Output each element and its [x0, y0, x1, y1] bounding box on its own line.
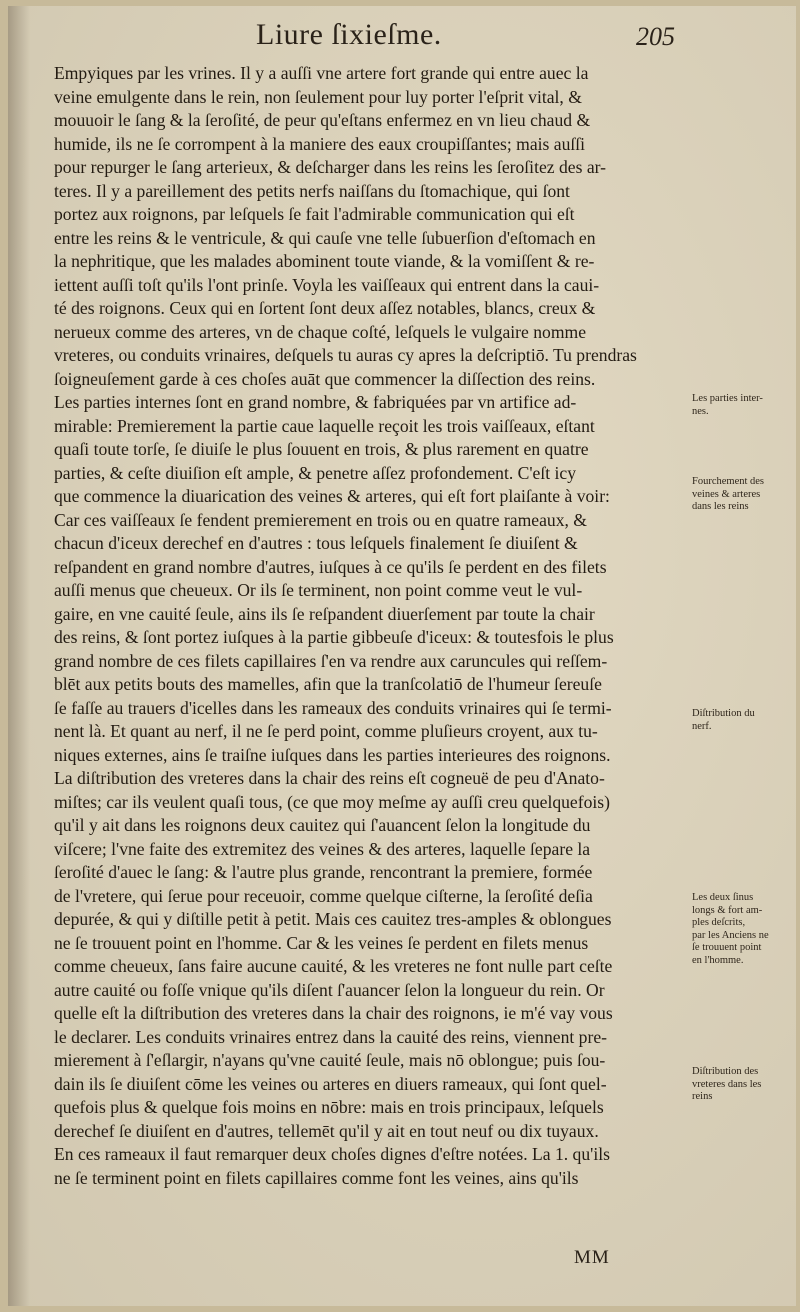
running-head: Liure ſixieſme. [256, 18, 442, 51]
margin-note-line: Diſtribution des [692, 1066, 759, 1077]
text-line: iettent auſſi toſt qu'ils l'ont prinſe. Voyla les vaiſſeaux qui entrent dans la caui- [54, 274, 600, 295]
text-line: Les parties internes ſont en grand nombre, & fabriquées par vn artifice ad- [54, 392, 577, 412]
text-line: vreteres, ou conduits vrinaires, deſquels tu auras cy apres la deſcriptiō. Tu prendras [54, 345, 637, 365]
margin-note [692, 393, 790, 418]
text-line: té des roignons. Ceux qui en ſortent ſont deux aſſez notables, blancs, creux & [54, 298, 596, 318]
text-line: miſtes; car ils veulent quaſi tous, (ce que moy meſme ay auſſi creu quelquefois) [54, 791, 610, 812]
margin-note-line: Les parties inter- [692, 393, 763, 404]
margin-note [692, 476, 790, 514]
margin-note-line: longs & fort am- [692, 904, 763, 916]
text-line: veine emulgente dans le rein, non ſeulement pour luy porter l'eſprit vital, & [54, 86, 582, 107]
text-line: quaſi toute torſe, ſe diuiſe le plus ſouuent en trois, & plus rarement en quatre [54, 439, 589, 459]
text-line: qu'il y ait dans les roignons deux cauitez qui ſ'auancent ſelon la longitude du [54, 815, 591, 835]
margin-note-line: reins [692, 1091, 713, 1102]
text-line: Car ces vaiſſeaux ſe fendent premierement en trois ou en quatre rameaux, & [54, 509, 587, 530]
text-line: nent là. Et quant au nerf, il ne ſe perd point, comme pluſieurs croyent, aux tu- [54, 721, 598, 741]
margin-note-line: Les deux ſinus [692, 892, 754, 903]
text-line: ſoigneuſement garde à ces choſes auāt que commencer la diſſection des reins. [54, 368, 596, 389]
margin-note [692, 892, 790, 967]
text-line: mirable: Premierement la partie caue laquelle reçoit les trois vaiſſeaux, eſtant [54, 415, 595, 436]
text-line: auſſi menus que cheueux. Or ils ſe terminent, non point comme veut le vul- [54, 580, 583, 600]
book-page [8, 6, 796, 1306]
text-line: En ces rameaux il faut remarquer deux choſes dignes d'eſtre notées. La 1. qu'ils [54, 1144, 610, 1164]
text-line: La diſtribution des vreteres dans la chair des reins eſt cogneuë de peu d'Anato- [54, 768, 605, 788]
text-line: viſcere; l'vne faite des extremitez des veines & des arteres, laquelle ſepare la [54, 838, 591, 859]
text-line: que commence la diuarication des veines & arteres, qui eſt fort plaiſante à voir: [54, 486, 610, 506]
margin-note [692, 1066, 790, 1104]
text-line: humide, ils ne ſe corrompent à la maniere des eaux croupiſſantes; mais auſſi [54, 133, 586, 154]
text-line: ſe faſſe au trauers d'icelles dans les rameaux des conduits vrinaires qui ſe termi- [54, 697, 612, 718]
signature-mark: MM [574, 1247, 610, 1268]
text-line: gaire, en vne cauité ſeule, ains ils ſe reſpandent diuerſement par toute la chair [54, 603, 595, 624]
margin-note-line: Fourchement des [692, 476, 765, 487]
margin-note [692, 708, 790, 733]
text-line: mouuoir le ſang & la ſeroſité, de peur qu'eſtans enfermez en vn lieu chaud & [54, 110, 591, 130]
margin-note-line: vreteres dans les [692, 1078, 762, 1090]
text-line: reſpandent en grand nombre d'autres, iuſques à ce qu'ils ſe perdent en des filets [54, 556, 607, 577]
margin-note-line: ſe trouuent point [692, 942, 762, 953]
text-line: blēt aux petits bouts des mamelles, afin que la tranſcolatiō de l'humeur ſereuſe [54, 674, 602, 694]
text-line: mierement à ſ'eſlargir, n'ayans qu'vne cauité ſeule, mais nō oblongue; puis ſou- [54, 1050, 606, 1070]
text-line: de l'vretere, qui ſerue pour receuoir, comme quelque ciſterne, la ſeroſité deſia [54, 885, 593, 906]
text-line: derechef ſe diuiſent en d'autres, tellemēt qu'il y ait en tout neuf ou dix tuyaux. [54, 1120, 599, 1141]
text-line: dain ils ſe diuiſent cōme les veines ou arteres en diuers rameaux, qui ſont quel- [54, 1073, 607, 1094]
text-line: niques externes, ains ſe traiſne iuſques dans les parties interieures des roignons. [54, 744, 611, 765]
text-line: comme cheueux, ſans faire aucune cauité, & les vreteres ne font nulle part ceſte [54, 956, 613, 976]
margin-note-line: dans les reins [692, 501, 749, 512]
margin-note-line: Diſtribution du [692, 708, 755, 719]
page-number: 205 [636, 22, 675, 51]
text-line: pour repurger le ſang arterieux, & deſcharger dans les reins les ſeroſitez des ar- [54, 157, 606, 177]
margin-note-line: ples deſcrits, [692, 917, 746, 928]
text-line: quefois plus & quelque fois moins en nōbre: mais en trois principaux, leſquels [54, 1097, 604, 1117]
text-line: quelle eſt la diſtribution des vreteres dans la chair des roignons, ie m'é vay vous [54, 1003, 613, 1023]
body-text [54, 62, 680, 1190]
text-line: depurée, & qui y diſtille petit à petit. Mais ces cauitez tres-amples & oblongues [54, 909, 612, 929]
text-line: des reins, & ſont portez iuſques à la partie gibbeuſe d'iceux: & toutesfois le plus [54, 627, 614, 647]
text-line: autre cauité ou foſſe vnique qu'ils diſent ſ'auancer ſelon la longueur du rein. Or [54, 979, 605, 1000]
text-line: la nephritique, que les malades abominent toute viande, & la vomiſſent & re- [54, 251, 595, 271]
gutter-shadow [8, 6, 30, 1306]
margin-note-line: nerf. [692, 720, 712, 732]
margin-note-line: nes. [692, 405, 709, 417]
text-line: Empyiques par les vrines. Il y a auſſi vne artere fort grande qui entre auec la [54, 63, 589, 83]
text-line: parties, & ceſte diuiſion eſt ample, & penetre aſſez profondement. C'eſt icy [54, 462, 577, 483]
text-line: teres. Il y a pareillement des petits nerfs naiſſans du ſtomachique, qui ſont [54, 180, 570, 201]
text-line: nerueux comme des arteres, vn de chaque coſté, leſquels le vulgaire nomme [54, 321, 587, 342]
text-line: ne ſe trouuent point en l'homme. Car & les veines ſe perdent en filets menus [54, 932, 589, 953]
text-line: ne ſe terminent point en filets capillaires comme font les veines, ains qu'ils [54, 1167, 579, 1188]
text-line: le declarer. Les conduits vrinaires entrez dans la cauité des reins, viennent pre- [54, 1026, 607, 1047]
text-line: grand nombre de ces filets capillaires ſ'en va rendre aux caruncules qui reſſem- [54, 650, 608, 671]
margin-note-line: veines & arteres [692, 488, 761, 500]
margin-note-line: par les Anciens ne [692, 929, 769, 941]
text-line: entre les reins & le ventricule, & qui cauſe vne telle ſubuerſion d'eſtomach en [54, 227, 596, 248]
margin-note-line: en l'homme. [692, 954, 744, 966]
text-line: portez aux roignons, par leſquels ſe fait l'admirable communication qui eſt [54, 204, 575, 224]
text-line: ſeroſité d'auec le ſang: & l'autre plus grande, rencontrant la premiere, formée [54, 862, 593, 882]
text-line: chacun d'iceux derechef en d'autres : tous leſquels finalement ſe diuiſent & [54, 533, 578, 553]
